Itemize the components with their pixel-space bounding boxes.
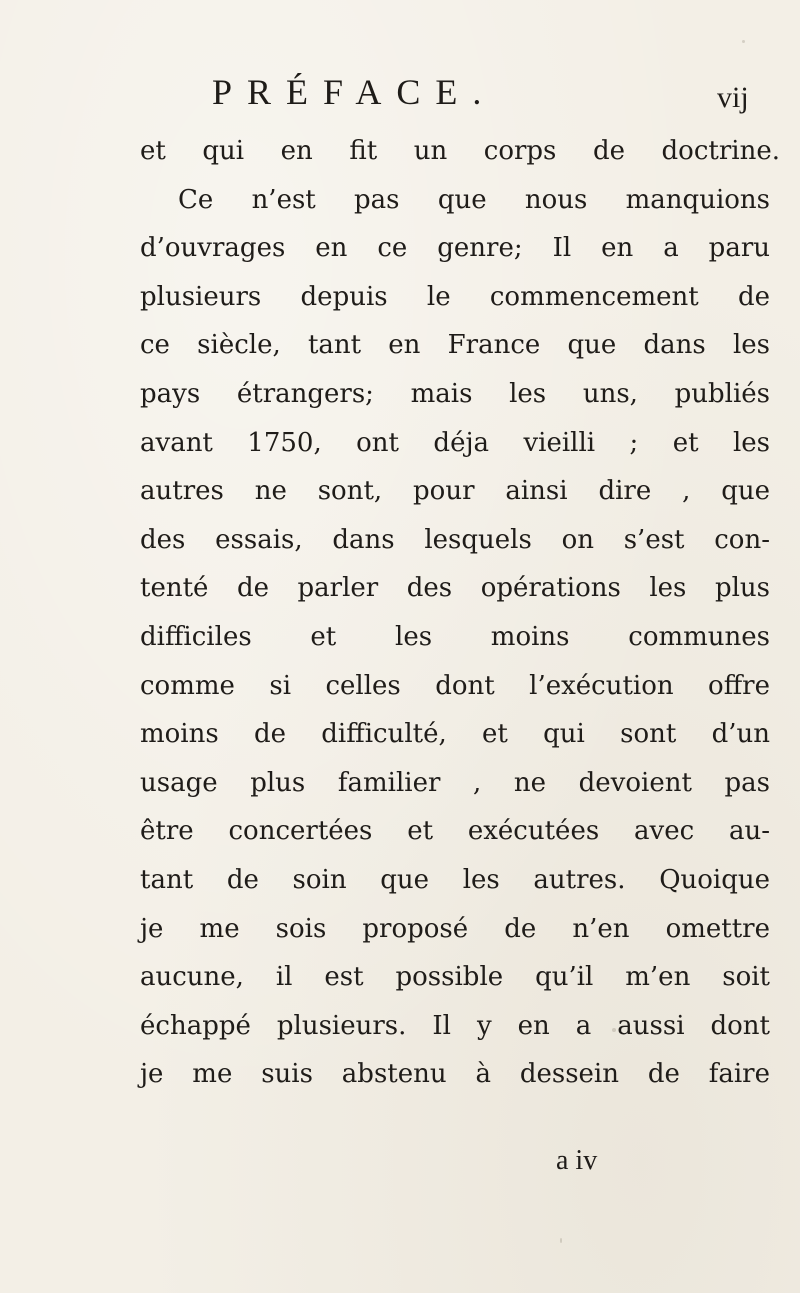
text-line: avant 1750, ont déja vieilli ; et les (140, 427, 770, 458)
text-line: je me sois proposé de n’en omettre (140, 913, 770, 944)
text-line: autres ne sont, pour ainsi dire , que (140, 476, 770, 507)
text-line: des essais, dans lesquels on s’est con- (140, 524, 770, 555)
text-line: être concertées et exécutées avec au- (140, 816, 770, 847)
text-line: aucune, il est possible qu’il m’en soit (140, 962, 770, 993)
paper-speck (742, 40, 745, 43)
paper-speck (612, 1028, 616, 1032)
text-line: plusieurs depuis le commencement de (140, 281, 770, 312)
text-line: difficiles et les moins communes (140, 621, 770, 652)
body-text (140, 127, 780, 1099)
text-line: et qui en fit un corps de doctrine. (140, 136, 780, 166)
text-line: moins de difficulté, et qui sont d’un (140, 719, 770, 750)
running-title: PRÉFACE. (212, 72, 497, 112)
text-line: usage plus familier , ne devoient pas (140, 767, 770, 798)
text-line: tant de soin que les autres. Quoique (140, 864, 770, 895)
paper-speck (560, 1238, 562, 1243)
page-header (0, 72, 800, 122)
text-line: je me suis abstenu à dessein de faire (140, 1059, 770, 1090)
text-line: Ce n’est pas que nous manquions (178, 184, 770, 215)
text-line: d’ouvrages en ce genre; Il en a paru (140, 233, 770, 264)
text-line: pays étrangers; mais les uns, publiés (140, 378, 770, 409)
text-line: tenté de parler des opérations les plus (140, 573, 770, 604)
text-line: échappé plusieurs. Il y en a aussi dont (140, 1010, 770, 1041)
text-line: comme si celles dont l’exécution offre (140, 670, 770, 701)
text-line: ce siècle, tant en France que dans les (140, 330, 770, 361)
signature-mark: a iv (556, 1145, 598, 1176)
page-number: vij (717, 81, 749, 114)
